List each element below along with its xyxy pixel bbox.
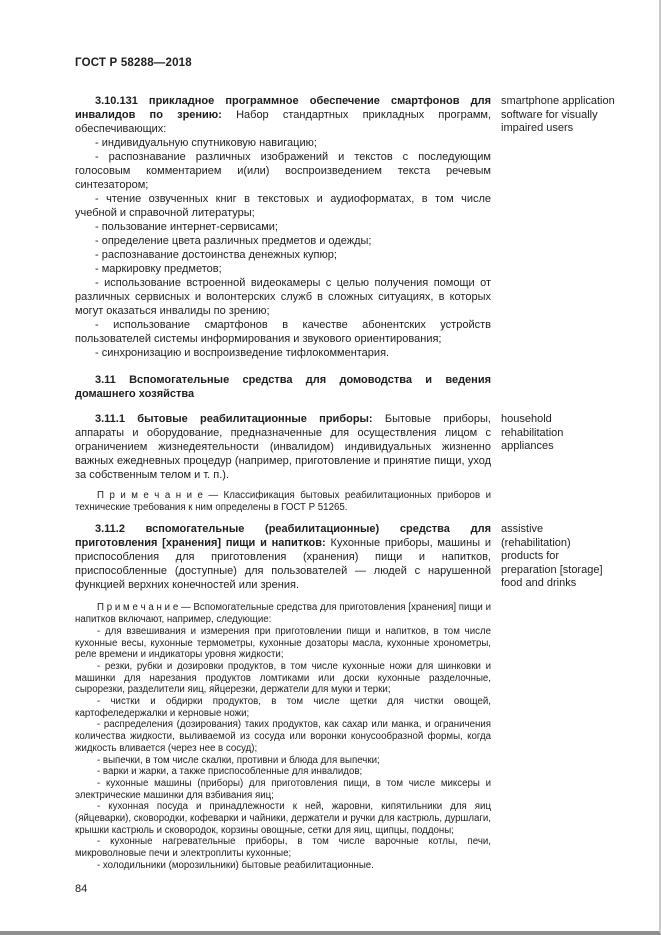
list-item: - определение цвета различных предметов и одежды;	[95, 235, 372, 247]
note-list-item: - для взвешивания и измерения при приготовлении пищи и напитков, в том числе кухонные весы, кухонные термометры, кухонные дозаторы масла, кухонные хронометры, реле времени и индикаторы уровня жидкости;	[75, 625, 491, 661]
list-item: - использование встроенной видеокамеры с целью получения помощи от различных сервисных и волонтерских служб в сложных ситуациях, в которых могут оказаться инвалиды по зрению;	[75, 277, 491, 317]
page-number: 84	[75, 882, 88, 895]
term-paragraph	[75, 522, 491, 592]
margin-note-en: assistive (rehabilitation) products for preparation [storage] food and drinks	[501, 523, 603, 590]
note-list-item: - резки, рубки и дозировки продуктов, в том числе кухонные ножи для шинковки и машинки для нарезания продуктов ломтиками или доски кухонные разделочные, сырорезки, разделители яиц, яйцерезки, держатели для муки и терки;	[75, 660, 491, 696]
list-item: - распознавание достоинства денежных купюр;	[95, 249, 337, 261]
term-definition: Бытовые приборы, аппараты и оборудование, предназначенные для осуществления лицом с ограничением жизнедеятельности (инвалидом) индивидуальных жизненно важных ежедневных процедур (например, приготовление и принятие пищи, уход за собственным телом и т. п.).	[75, 413, 491, 481]
note-paragraph: П р и м е ч а н и е — Классификация бытовых реабилитационных приборов и технические требования к ним определены в ГОСТ Р 51265.	[75, 490, 491, 513]
section-heading-3-11: 3.11 Вспомогательные средства для домоводства и ведения домашнего хозяйства	[75, 374, 491, 400]
term-definition: Набор стандартных прикладных программ, обеспечивающих:	[75, 109, 491, 135]
note-list-item: - чистки и обдирки продуктов, в том числе щетки для чистки овощей, картофеледержалки и керновые ножи;	[75, 696, 491, 719]
note-list-item: - распределения (дозирования) таких продуктов, как сахар или манка, и ограничения количества жидкости, выливаемой из сосуда или воронки конусообразной формы, когда жидкость вливается (через нее в сосуд);	[75, 719, 491, 754]
note-list-item: - выпечки, в том числе скалки, противни и блюда для выпечки;	[97, 754, 380, 766]
note-list-item: - кухонная посуда и принадлежности к ней, жаровни, кипятильники для яиц (яйцеварки), сковородки, кофеварки и чайники, держатели и ручки для кастрюль, дуршлаги, крышки кастрюль и сковородок, корзины овощные, сетки для яиц, щипцы, поддоны;	[75, 801, 491, 836]
list-item: - использование смартфонов в качестве абонентских устройств пользователей системы информирования и звукового ориентирования;	[75, 319, 491, 345]
main-text-column	[75, 94, 615, 896]
term-paragraph	[75, 94, 491, 136]
note-list-item: - варки и жарки, а также приспособленные для инвалидов;	[97, 766, 363, 778]
term-3-11-2	[75, 522, 603, 871]
list-item: - маркировку предметов;	[95, 263, 222, 275]
term-definition: Кухонные приборы, машины и приспособления для приготовления (хранения) пищи и напитков, приспособленные (доступные) для пользователей — людей с нарушенной функцией верхних конечностей или зрения.	[75, 537, 491, 592]
list-item: - синхронизацию и воспроизведение тифлокомментария.	[95, 347, 390, 359]
margin-note-en: household rehabilitation appliances	[501, 413, 564, 452]
note-list-item: - холодильники (морозильники) бытовые реабилитационные.	[97, 859, 374, 871]
list-item: - чтение озвученных книг в текстовых и аудиоформатах, в том числе учебной и справочной литературы;	[75, 193, 491, 219]
margin-note-en: smartphone application software for visually impaired users	[501, 95, 615, 134]
term-3-10-131	[75, 94, 615, 360]
note-list-item: - кухонные нагревательные приборы, в том числе варочные котлы, печи, микроволновые печи и электроплиты кухонные;	[75, 836, 491, 860]
term-title: 3.10.131 прикладное программное обеспечение смартфонов для инвалидов по зрению:	[75, 95, 491, 121]
standard-number: ГОСТ Р 58288—2018	[75, 57, 192, 69]
note-list-item: - кухонные машины (приборы) для приготовления пищи, в том числе миксеры и электрические машинки для взбивания яиц;	[75, 777, 491, 801]
term-title: 3.11.1 бытовые реабилитационные приборы:	[95, 413, 373, 425]
list-item: - пользование интернет-сервисами;	[95, 221, 278, 233]
note-intro: П р и м е ч а н и е — Вспомогательные средства для приготовления [хранения] пищи и напитков включают, например, следующие:	[75, 602, 491, 626]
list-item: - распознавание различных изображений и текстов с последующим голосовым комментарием и(или) воспроизведением текста речевым синтезатором;	[75, 151, 491, 191]
term-title: 3.11.2 вспомогательные (реабилитационные) средства для приготовления [хранения] пищи и напитков:	[75, 523, 491, 550]
list-item: - индивидуальную спутниковую навигацию;	[95, 137, 317, 149]
term-paragraph	[75, 412, 491, 482]
term-3-11-1	[75, 412, 564, 513]
